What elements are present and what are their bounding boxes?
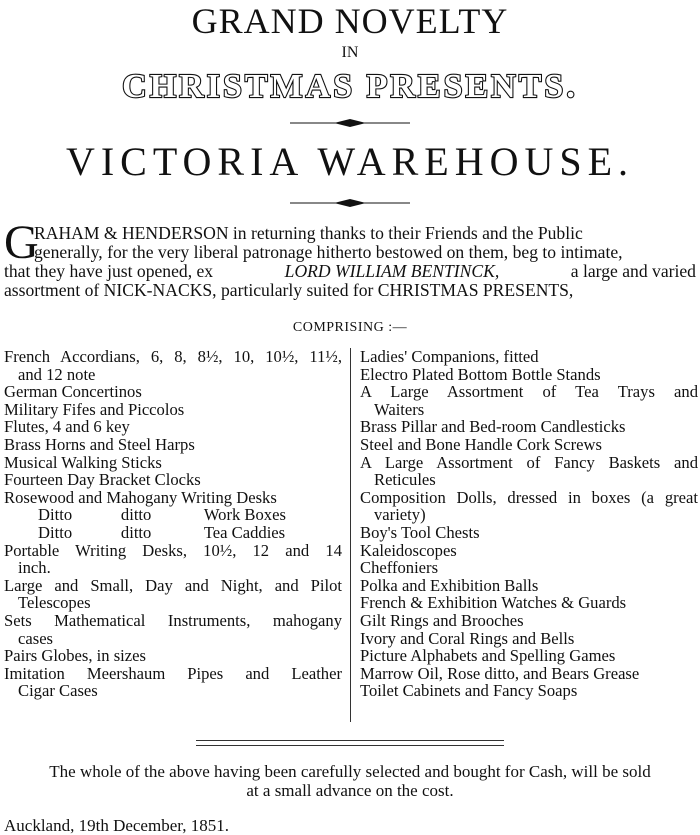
double-rule: [196, 740, 504, 746]
item-columns: [0, 348, 700, 728]
list-item-continuation: variety): [374, 505, 426, 525]
ditto-row: [4, 506, 342, 524]
list-item-text: Sets Mathematical Instruments, mahogany: [4, 610, 342, 630]
ornament-rule-1: [0, 118, 700, 128]
list-item: [360, 682, 698, 700]
list-item-continuation: Reticules: [374, 470, 436, 490]
list-item: [360, 524, 698, 542]
christmas-presents-text: CHRISTMAS PRESENTS.: [122, 68, 578, 105]
closing-line-2: at a small advance on the cost.: [246, 781, 454, 800]
list-item-text: A Large Assortment of Tea Trays and: [360, 382, 698, 402]
list-item: [4, 401, 342, 419]
list-item: [360, 594, 698, 612]
list-item-text: Picture Alphabets and Spelling Games: [360, 646, 616, 666]
right-column: [360, 348, 698, 700]
list-item-continuation: inch.: [18, 558, 51, 578]
headline-christmas-presents: [0, 66, 700, 106]
list-item-text: Brass Horns and Steel Harps: [4, 434, 195, 454]
list-item-text: Kaleidoscopes: [360, 540, 457, 560]
ditto-cell: Work Boxes: [203, 505, 286, 525]
list-item: [360, 348, 698, 366]
list-item: [360, 383, 698, 418]
list-item: [360, 665, 698, 683]
left-column: [4, 348, 342, 700]
list-item: [4, 647, 342, 665]
dateline: Auckland, 19th December, 1851.: [4, 816, 229, 835]
ornament-rule-2: [0, 198, 700, 208]
list-item-text: Musical Walking Sticks: [4, 452, 162, 472]
list-item-text: Pairs Globes, in sizes: [4, 646, 146, 666]
headline-grand-novelty: GRAND NOVELTY: [191, 1, 509, 41]
list-item: [360, 436, 698, 454]
list-item-text: Polka and Exhibition Balls: [360, 575, 539, 595]
list-item-text: French Accordians, 6, 8, 8½, 10, 10½, 11½,: [4, 347, 342, 366]
list-item-text: Military Fifes and Piccolos: [4, 399, 185, 419]
list-item-text: Cheffoniers: [360, 558, 439, 578]
intro-line-3: [4, 262, 696, 281]
list-item: [360, 559, 698, 577]
list-item-text: Rosewood and Mahogany Writing Desks: [4, 487, 277, 507]
list-item-text: Marrow Oil, Rose ditto, and Bears Grease: [360, 663, 640, 683]
list-item: [360, 418, 698, 436]
list-item: [360, 489, 698, 524]
list-item: [360, 612, 698, 630]
headline-in: IN: [341, 44, 359, 61]
ship-name: LORD WILLIAM BENTINCK,: [284, 261, 500, 281]
list-item-continuation: Telescopes: [18, 593, 91, 613]
ditto-row: [4, 524, 342, 542]
ditto-cell: Tea Caddies: [203, 522, 286, 542]
list-item-text: Gilt Rings and Brooches: [360, 610, 524, 630]
intro-line-1: RAHAM & HENDERSON in returning thanks to their Friends and the Public: [34, 223, 583, 243]
list-item-continuation: and 12 note: [18, 364, 96, 384]
list-item: [360, 647, 698, 665]
list-item-text: German Concertinos: [4, 382, 142, 402]
list-item: [4, 577, 342, 612]
intro-paragraph: [4, 216, 696, 300]
list-item-text: Imitation Meershaum Pipes and Leather: [4, 663, 342, 683]
list-item: [360, 542, 698, 560]
list-item-continuation: Waiters: [374, 399, 425, 419]
list-item: [4, 612, 342, 647]
list-item-text: Portable Writing Desks, 10½, 12 and 14: [4, 540, 342, 560]
list-item: [4, 542, 342, 577]
list-item-text: Electro Plated Bottom Bottle Stands: [360, 364, 601, 384]
list-item: [4, 471, 342, 489]
ditto-cell: ditto: [120, 505, 152, 525]
intro-line-3a: that they have just opened, ex: [4, 261, 214, 281]
drop-cap: G: [4, 216, 39, 269]
list-item: [4, 383, 342, 401]
list-item: [4, 348, 342, 383]
list-item-text: French & Exhibition Watches & Guards: [360, 593, 627, 613]
list-item: [360, 630, 698, 648]
list-item-text: Ivory and Coral Rings and Bells: [360, 628, 575, 648]
list-item: [4, 454, 342, 472]
comprising-heading: COMPRISING :—: [292, 320, 408, 335]
list-item: [4, 436, 342, 454]
list-item: [360, 454, 698, 489]
intro-line-4: assortment of NICK-NACKS, particularly suited for CHRISTMAS PRESENTS,: [4, 280, 574, 300]
column-divider: [350, 348, 351, 722]
list-item: [360, 366, 698, 384]
closing-statement: [4, 762, 696, 800]
list-item: [4, 665, 342, 700]
list-item-text: Large and Small, Day and Night, and Pilot: [4, 575, 342, 595]
list-item-continuation: cases: [18, 628, 54, 648]
list-item-text: Brass Pillar and Bed-room Candlesticks: [360, 417, 626, 437]
list-item: [4, 489, 342, 507]
ditto-cell: ditto: [120, 522, 152, 542]
list-item: [4, 418, 342, 436]
ditto-cell: Ditto: [38, 505, 73, 525]
list-item-text: Steel and Bone Handle Cork Screws: [360, 434, 602, 454]
list-item: [360, 577, 698, 595]
list-item-text: Fourteen Day Bracket Clocks: [4, 470, 201, 490]
intro-line-3b: a large and varied: [570, 261, 696, 281]
list-item-text: A Large Assortment of Fancy Baskets and: [360, 452, 698, 472]
headline-victoria-warehouse: VICTORIA WAREHOUSE.: [65, 139, 635, 184]
ditto-cell: Ditto: [38, 522, 73, 542]
list-item-text: Ladies' Companions, fitted: [360, 347, 539, 366]
list-item-text: Toilet Cabinets and Fancy Soaps: [360, 681, 578, 701]
list-item-text: Boy's Tool Chests: [360, 522, 480, 542]
closing-line-1: The whole of the above having been carefully selected and bought for Cash, will be sold: [49, 762, 651, 781]
list-item-continuation: Cigar Cases: [18, 681, 98, 701]
intro-line-2: generally, for the very liberal patronage hitherto bestowed on them, beg to intimate,: [34, 242, 623, 262]
list-item-text: Composition Dolls, dressed in boxes (a great: [360, 487, 698, 507]
list-item-text: Flutes, 4 and 6 key: [4, 417, 130, 437]
